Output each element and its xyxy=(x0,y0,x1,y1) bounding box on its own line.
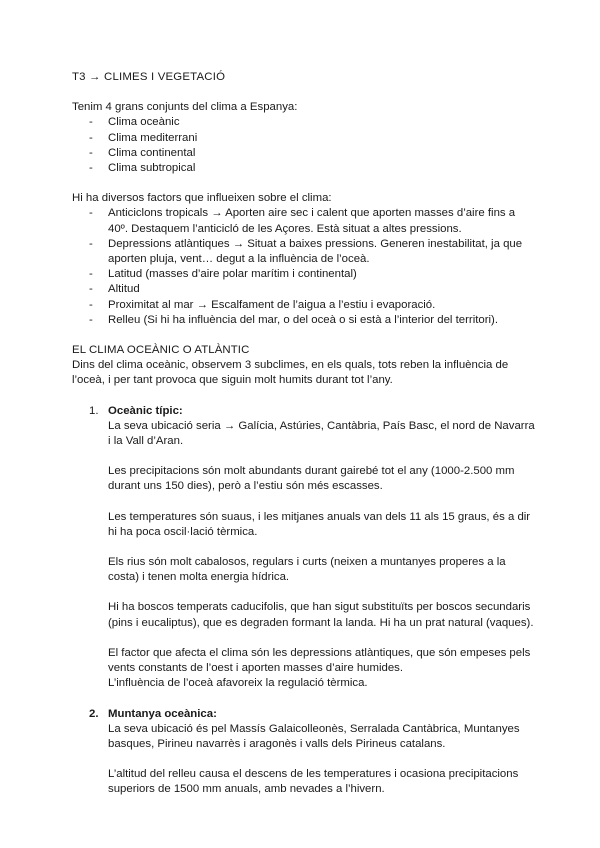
list-item xyxy=(72,206,542,236)
line: basques, Pirineu navarrès i aragonès i valls dels Pirineus catalans. xyxy=(108,737,446,750)
subclime-title: Oceànic típic: xyxy=(108,404,183,417)
line: Les temperatures són suaus, i les mitjanes anuals van dels 11 als 15 graus, és a dir xyxy=(108,510,531,523)
line: l’oceà, i per tant provoca que siguin molt humits durant tot l’any. xyxy=(72,374,393,387)
paragraph xyxy=(108,464,542,494)
line: hi ha poca oscil·lació tèrmica. xyxy=(108,525,258,538)
line: durant uns 150 dies), però a l’estiu són més escasses. xyxy=(108,480,383,493)
paragraph xyxy=(108,646,542,692)
list-item: - Clima mediterrani xyxy=(72,131,542,146)
line: Les precipitacions són molt abundants durant gairebé tot el any (1000-2.500 mm xyxy=(108,465,515,478)
list-item xyxy=(72,237,542,267)
subclime-item xyxy=(72,404,542,692)
paragraph xyxy=(108,555,542,585)
line: La seva ubicació seria → Galícia, Astúries, Cantàbria, País Basc, el nord de Navarra xyxy=(108,419,535,432)
line: superiors de 1500 mm anuals, amb nevades a l’hivern. xyxy=(108,783,385,796)
intro-text: Tenim 4 grans conjunts del clima a Espanya: xyxy=(72,101,298,114)
line: 40º. Destaquem l’anticicló de les Açores. Està situat a altes pressions. xyxy=(108,222,462,235)
line: Els rius són molt cabalosos, regulars i curts (neixen a muntanyes properes a la xyxy=(108,556,506,569)
line: Depressions atlàntiques → Situat a baixes pressions. Generen inestabilitat, ja que xyxy=(108,237,523,250)
paragraph xyxy=(108,767,542,797)
subclime-item xyxy=(72,707,542,798)
line: Hi ha boscos temperats caducifolis, que han sigut substituïts per boscos secundaris xyxy=(108,601,531,614)
item-number: 1. xyxy=(89,404,99,417)
list-item: - Proximitat al mar → Escalfament de l’aigua a l’estiu i evaporació. xyxy=(72,298,542,313)
list-item: - Clima oceànic xyxy=(72,115,542,130)
section-intro xyxy=(72,358,542,388)
paragraph xyxy=(108,510,542,540)
subclime-title: Muntanya oceànica: xyxy=(108,707,217,720)
section-heading: EL CLIMA OCEÀNIC O ATLÀNTIC xyxy=(72,344,250,357)
item-number: 2. xyxy=(89,707,99,720)
list-item: - Latitud (masses d’aire polar marítim i continental) xyxy=(72,267,542,282)
subclimes-list xyxy=(72,404,542,798)
list-item: - Clima continental xyxy=(72,146,542,161)
line: L’influència de l’oceà afavoreix la regulació tèrmica. xyxy=(108,677,368,690)
line: La seva ubicació és pel Massís Galaicolleonès, Serralada Cantàbrica, Muntanyes xyxy=(108,722,520,735)
line: L’altitud del relleu causa el descens de les temperatures i ocasiona precipitacions xyxy=(108,768,519,781)
document-title: T3 → CLIMES I VEGETACIÓ xyxy=(72,71,226,83)
factors-text: Hi ha diversos factors que influeixen sobre el clima: xyxy=(72,192,332,205)
line: i la Vall d’Aran. xyxy=(108,435,184,448)
paragraph xyxy=(108,722,542,752)
line: El factor que afecta el clima són les depressions atlàntiques, que són empeses pels xyxy=(108,646,531,659)
line: vents constants de l’oest i aporten masses d’aire humides. xyxy=(108,662,404,675)
list-item: - Clima subtropical xyxy=(72,161,542,176)
paragraph xyxy=(108,600,542,630)
line: costa) i tenen molta energia hídrica. xyxy=(108,571,290,584)
document-page xyxy=(72,70,542,798)
factors-list xyxy=(72,206,542,328)
list-item: - Relleu (Si hi ha influència del mar, o del oceà o si està a l’interior del territori). xyxy=(72,313,542,328)
climate-list xyxy=(72,115,542,176)
paragraph xyxy=(108,419,542,449)
line: Dins del clima oceànic, observem 3 subclimes, en els quals, tots reben la influència de xyxy=(72,359,509,372)
list-item: - Altitud xyxy=(72,282,542,297)
line: Anticiclons tropicals → Aporten aire sec i calent que aporten masses d’aire fins a xyxy=(108,207,516,220)
line: (pins i eucaliptus), que es degraden formant la landa. Hi ha un prat natural (vaques). xyxy=(108,616,534,629)
line: aporten pluja, vent… degut a la influència de l’oceà. xyxy=(108,253,370,266)
